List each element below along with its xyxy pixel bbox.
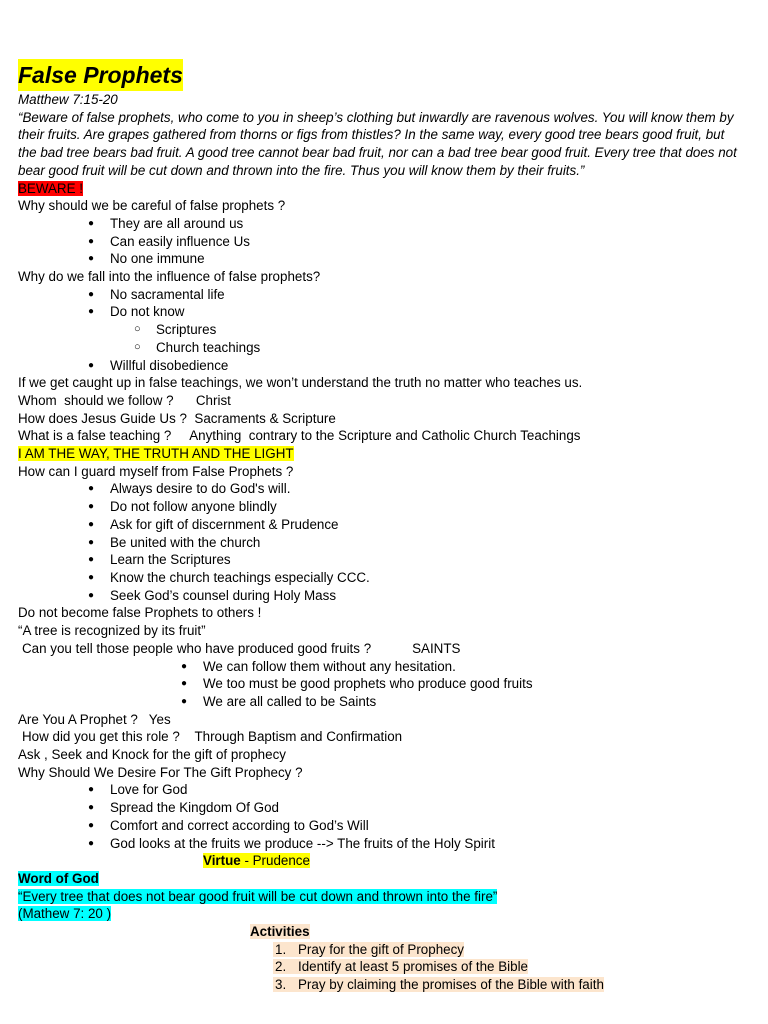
title-line [18, 59, 738, 91]
follow-answer: Christ [195, 392, 231, 408]
activity-highlight [273, 942, 464, 957]
desire-list [18, 781, 738, 852]
wog-ref-line [18, 905, 738, 923]
activity-number: 1. [275, 941, 287, 957]
list-item: ● Comfort and correct according to God’s Will [110, 817, 738, 835]
false-teaching-line [18, 427, 738, 445]
word-of-god-line [18, 870, 738, 888]
wog-quote: “Every tree that does not bear good fruit will be cut down and thrown into the fire” [18, 888, 498, 904]
false-teaching-answer: Anything contrary to the Scripture and Catholic Church Teachings [189, 428, 581, 444]
question-fall: Why do we fall into the influence of false prophets? [18, 269, 321, 285]
do-not-become-line: Do not become false Prophets to others ! [18, 605, 262, 621]
virtue-value: - Prudence [240, 853, 310, 869]
activity-number: 3. [275, 977, 287, 993]
question-desire: Why Should We Desire For The Gift Prophecy ? [18, 764, 303, 780]
list-item: ● Willful disobedience [110, 357, 738, 375]
tree-recognized-line: “A tree is recognized by its fruit” [18, 623, 206, 639]
list-item-label: Do not know [110, 304, 185, 320]
list-item: ● We too must be good prophets who produce good fruits [203, 675, 738, 693]
ask-seek-line: Ask , Seek and Knock for the gift of prophecy [18, 747, 286, 763]
way-truth-text: I AM THE WAY, THE TRUTH AND THE LIGHT [18, 446, 294, 462]
list-item: ● God looks at the fruits we produce --> The fruits of the Holy Spirit [110, 835, 738, 853]
good-fruits-question: Can you tell those people who have produced good fruits ? [22, 640, 372, 656]
guide-answer: Sacraments & Scripture [194, 410, 336, 426]
good-fruits-line [18, 640, 738, 658]
list-item: ● Spread the Kingdom Of God [110, 799, 738, 817]
fall-list [18, 286, 738, 375]
document-body [18, 59, 738, 994]
list-item: ● We are all called to be Saints [203, 693, 738, 711]
list-item [110, 303, 738, 356]
beware-label: BEWARE ! [18, 180, 83, 196]
activity-item [273, 958, 738, 976]
scripture-reference: Matthew 7:15-20 [18, 92, 118, 107]
role-line [18, 728, 738, 746]
saints-list [18, 658, 738, 711]
sublist-item: ○ Church teachings [156, 339, 738, 357]
activity-text: Pray for the gift of Prophecy [298, 941, 464, 957]
guard-list [18, 480, 738, 604]
prophet-answer: Yes [148, 711, 171, 727]
prophet-question: Are You A Prophet ? [18, 711, 138, 727]
careful-list [18, 215, 738, 268]
role-answer: Through Baptism and Confirmation [194, 729, 403, 745]
list-item: ● Can easily influence Us [110, 233, 738, 251]
activity-item [273, 976, 738, 994]
follow-line [18, 392, 738, 410]
question-careful: Why should we be careful of false prophets ? [18, 198, 286, 214]
activity-highlight [273, 977, 604, 992]
word-of-god-heading: Word of God [18, 870, 99, 886]
activity-number: 2. [275, 959, 287, 975]
list-item: ● Be united with the church [110, 534, 738, 552]
virtue-label: Virtue [203, 853, 241, 869]
list-item: ● Do not follow anyone blindly [110, 498, 738, 516]
list-item: ● Seek God’s counsel during Holy Mass [110, 587, 738, 605]
activity-text: Identify at least 5 promises of the Bible [298, 959, 528, 975]
beware-line [18, 180, 738, 198]
way-truth-line [18, 445, 738, 463]
list-item: ● Love for God [110, 781, 738, 799]
role-question: How did you get this role ? [22, 729, 180, 745]
follow-question: Whom should we follow ? [18, 392, 174, 408]
good-fruits-answer: SAINTS [412, 640, 461, 656]
fall-sublist [110, 321, 738, 356]
list-item: ● No sacramental life [110, 286, 738, 304]
prophet-line [18, 711, 738, 729]
activity-highlight [273, 959, 528, 974]
wog-reference: (Mathew 7: 20 ) [18, 906, 112, 922]
list-item: ● Learn the Scriptures [110, 551, 738, 569]
page-title: False Prophets [18, 59, 183, 91]
activities-list [18, 941, 738, 994]
question-guard: How can I guard myself from False Prophets ? [18, 463, 294, 479]
list-item: ● Know the church teachings especially CCC. [110, 569, 738, 587]
guide-line [18, 410, 738, 428]
sublist-item: ○ Scriptures [156, 321, 738, 339]
activity-text: Pray by claiming the promises of the Bible with faith [298, 977, 604, 993]
caught-line: If we get caught up in false teachings, we won’t understand the truth no matter who teaches us. [18, 375, 583, 391]
activities-title-line [18, 923, 738, 941]
scripture-quote: “Beware of false prophets, who come to you in sheep’s clothing but inwardly are ravenous wolves. You will know them by their fruits. Are grapes gathered from thorns or figs from thistles? In the same way, every good tree bears good fruit, but the bad tree bears bad fruit. A good tree cannot bear bad fruit, nor can a bad tree bear good fruit. Every tree that does not bear good fruit will be cut down and thrown into the fire. Thus you will know them by their fruits.” [18, 109, 737, 178]
list-item: ● We can follow them without any hesitation. [203, 658, 738, 676]
virtue-highlight [203, 853, 310, 868]
wog-quote-line [18, 888, 738, 906]
false-teaching-question: What is a false teaching ? [18, 428, 172, 444]
list-item: ● They are all around us [110, 215, 738, 233]
virtue-line [18, 852, 738, 870]
guide-question: How does Jesus Guide Us ? [18, 410, 187, 426]
list-item: ● Ask for gift of discernment & Prudence [110, 516, 738, 534]
activity-item [273, 941, 738, 959]
activities-title: Activities [250, 924, 310, 940]
list-item: ● Always desire to do God's will. [110, 480, 738, 498]
list-item: ● No one immune [110, 250, 738, 268]
